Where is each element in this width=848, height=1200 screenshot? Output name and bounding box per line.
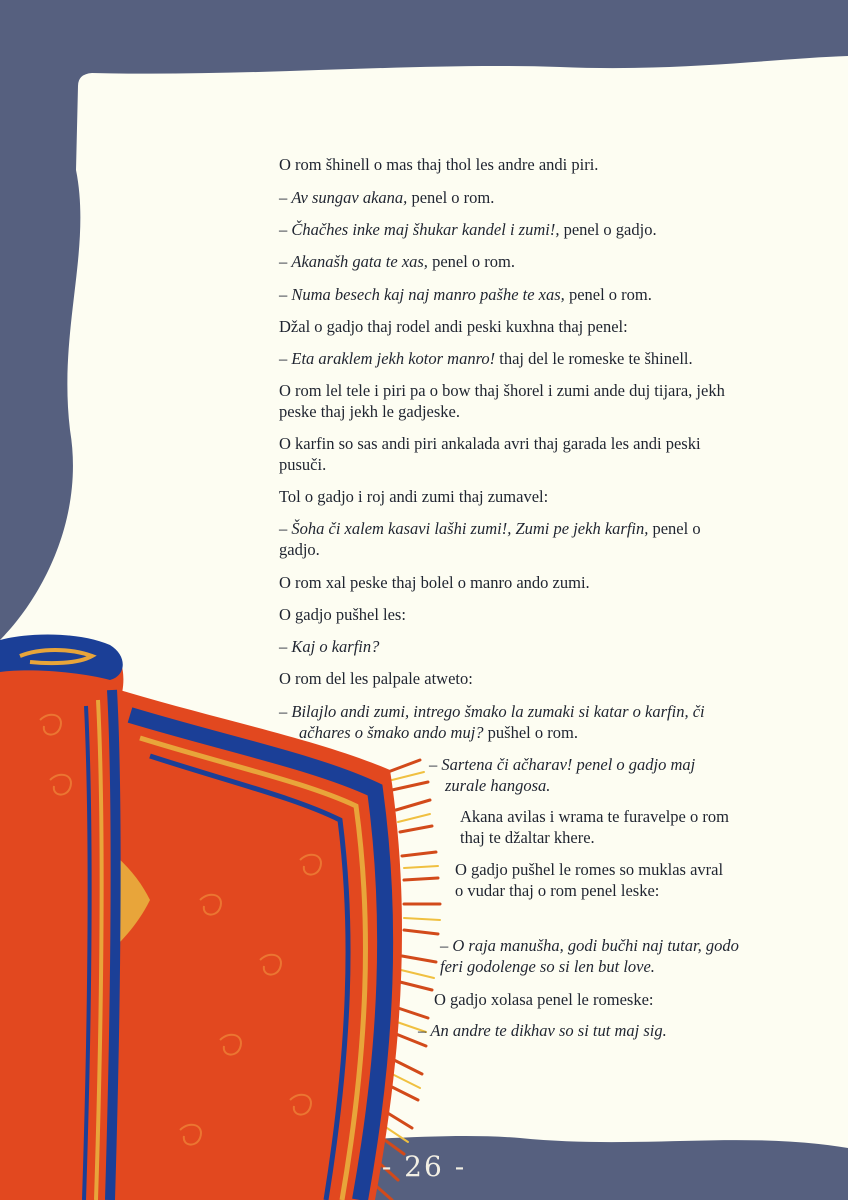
- paragraph: O karfin so sas andi piri ankalada avri thaj garada les andi peski pusuči.: [279, 434, 701, 474]
- dialogue-line: – Bilajlo andi zumi, intrego šmako la zumaki si katar o karfin, či ačhares o šmako ando muj? pušhel o rom.: [279, 702, 705, 742]
- dialogue-line: – Av sungav akana, penel o rom.: [279, 188, 495, 207]
- page-number: - 26 -: [381, 1150, 467, 1183]
- paragraph: Akana avilas i wrama te furavelpe o rom thaj te džaltar khere.: [460, 807, 729, 847]
- dialogue-line: – Numa besech kaj naj manro pašhe te xas, penel o rom.: [279, 285, 652, 304]
- paragraph: Tol o gadjo i roj andi zumi thaj zumavel:: [279, 487, 549, 506]
- paragraph: O gadjo pušhel le romes so muklas avral o vudar thaj o rom penel leske:: [455, 860, 724, 900]
- paragraph: O rom del les palpale atweto:: [279, 669, 473, 688]
- paragraph: O gadjo xolasa penel le romeske:: [434, 990, 654, 1009]
- paragraph: O rom lel tele i piri pa o bow thaj šhorel i zumi ande duj tijara, jekh peske thaj jekh le gadjeske.: [279, 381, 725, 421]
- paragraph: O rom šhinell o mas thaj thol les andre andi piri.: [279, 155, 599, 174]
- paragraph: O rom xal peske thaj bolel o manro ando zumi.: [279, 573, 590, 592]
- dialogue-line: – O raja manušha, godi bučhi naj tutar, godo feri godolenge so si len but love.: [440, 936, 739, 976]
- dialogue-line: – Čhačhes inke maj šhukar kandel i zumi!, penel o gadjo.: [279, 220, 657, 239]
- paragraph: Džal o gadjo thaj rodel andi peski kuxhna thaj penel:: [279, 317, 628, 336]
- dialogue-line: – Akanašh gata te xas, penel o rom.: [279, 252, 515, 271]
- paragraph: O gadjo pušhel les:: [279, 605, 406, 624]
- dialogue-line: – Šoha či xalem kasavi lašhi zumi!, Zumi pe jekh karfin, penel o gadjo.: [279, 519, 701, 559]
- dialogue-line: – Kaj o karfin?: [279, 637, 380, 656]
- dialogue-line: – Sartena či ačharav! penel o gadjo maj zurale hangosa.: [429, 755, 696, 795]
- dialogue-line: – An andre te dikhav so si tut maj sig.: [418, 1021, 667, 1040]
- dialogue-line: – Eta araklem jekh kotor manro! thaj del le romeske te šhinell.: [279, 349, 693, 368]
